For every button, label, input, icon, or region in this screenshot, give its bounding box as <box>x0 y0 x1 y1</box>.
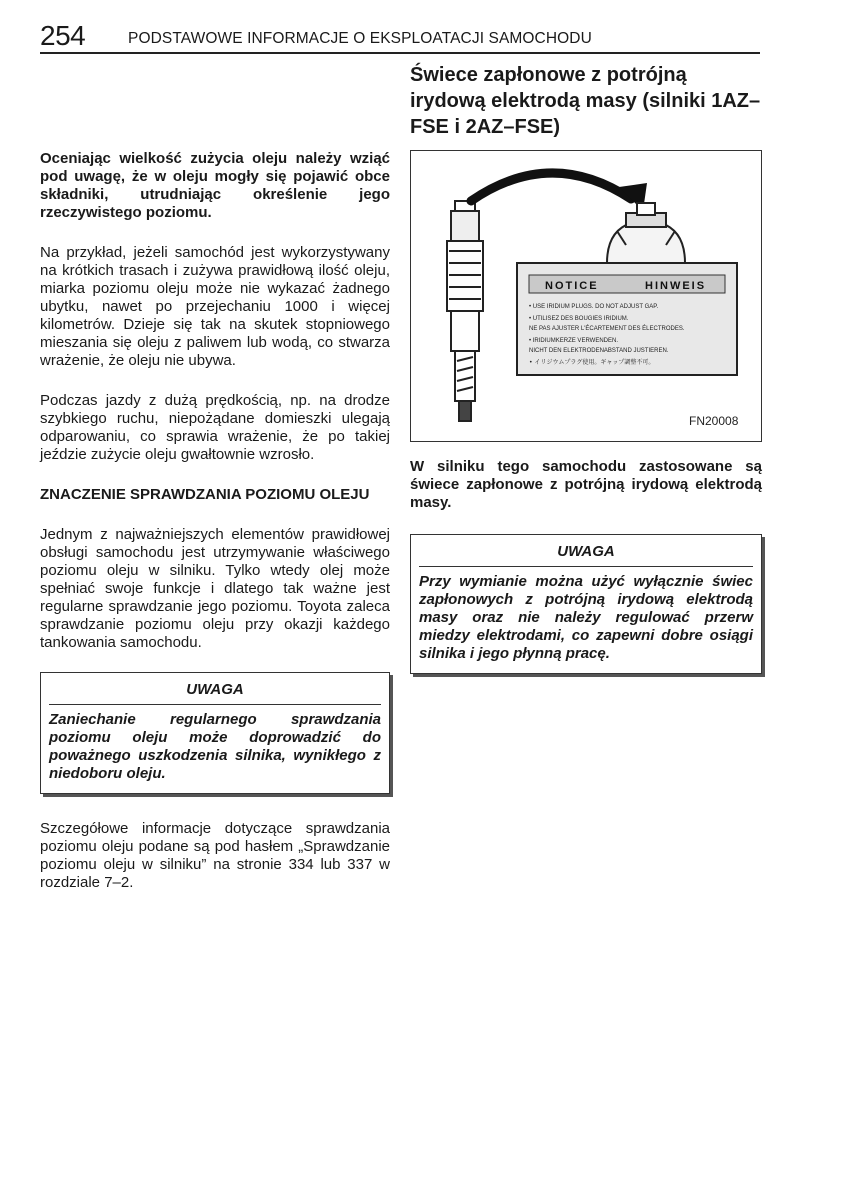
spark-plug-figure <box>410 150 762 442</box>
section-subheading: ZNACZENIE SPRAWDZANIA POZIOMU OLEJU <box>40 486 370 503</box>
page-number: 254 <box>40 20 86 51</box>
electrode-closeup <box>607 203 685 263</box>
intro-paragraph: Oceniając wielkość zużycia oleju należy wziąć pod uwagę, że w oleju mogły się pojawić obce składniki, utrudniając określenie jego rzeczywistego poziomu. <box>40 150 390 221</box>
figure-code: FN20008 <box>689 414 739 428</box>
paragraph-reference: Szczegółowe informacje dotyczące sprawdzania poziomu oleju podane są pod hasłem „Sprawdzanie poziomu oleju w silniku” na stronie 334 lub 337 w rozdziale 7–2. <box>40 820 390 891</box>
caution-box-spark-plugs <box>410 534 762 674</box>
caution-title-right: UWAGA <box>419 543 753 567</box>
spark-plug-illustration <box>411 151 761 441</box>
label-line-4: • IRIDIUMKERZE VERWENDEN. <box>529 338 618 344</box>
spark-plug-drawing <box>447 201 483 421</box>
right-column <box>410 62 762 674</box>
label-line-5: NICHT DEN ELEKTRODENABSTAND JUSTIEREN. <box>529 348 669 354</box>
label-line-1: • USE IRIDIUM PLUGS. DO NOT ADJUST GAP. <box>529 304 659 310</box>
paragraph-importance: Jednym z najważniejszych elementów prawidłowej obsługi samochodu jest utrzymywanie właściwego poziomu oleju w silniku. Tylko wtedy olej może spełniać swoje funkcje i dlatego tak ważne jest regularne sprawdzanie jego poziomu. Toyota zaleca sprawdzanie poziomu oleju przy okazji każdego tankowania samochodu. <box>40 526 390 651</box>
label-line-3: NE PAS AJUSTER L'ÉCARTEMENT DES ÉLECTRODES. <box>529 326 685 332</box>
paragraph-high-speed: Podczas jazdy z dużą prędkością, np. na drodze szybkiego ruchu, niepożądane domieszki ulegają odparowaniu, co sprawia wrażenie, że po takiej jeździe zużycie oleju gwałtownie wzrosło. <box>40 392 390 463</box>
left-column <box>40 150 390 892</box>
caution-box-oil <box>40 672 390 794</box>
section-heading-spark-plugs: Świece zapłonowe z potrójną irydową elektrodą masy (silniki 1AZ–FSE i 2AZ–FSE) <box>410 64 761 138</box>
notice-label <box>517 263 737 375</box>
page-header <box>40 20 760 54</box>
label-line-6: • イリジウムプラグ使用。ギャップ調整不可。 <box>529 359 655 366</box>
caution-text: Zaniechanie regularnego sprawdzania poziomu oleju może doprowadzić do poważnego uszkodzenia silnika, wynikłego z niedoboru oleju. <box>49 711 381 782</box>
header-title: PODSTAWOWE INFORMACJE O EKSPLOATACJI SAMOCHODU <box>128 30 592 47</box>
figure-caption: W silniku tego samochodu zastosowane są świece zapłonowe z potrójną irydową elektrodą masy. <box>410 458 762 511</box>
caution-title: UWAGA <box>49 681 381 705</box>
paragraph-short-trips: Na przykład, jeżeli samochód jest wykorzystywany na krótkich trasach i zużywa prawidłową ilość oleju, miarka poziomu oleju może nie wykazać żadnego ubytku, nawet po przejechaniu 1000 i więcej kilometrów. Dzieje się tak na skutek stopniowego mieszania się oleju z paliwem lub wodą, co stwarza wrażenie, że oleju nie ubywa. <box>40 244 390 369</box>
curved-arrow <box>471 173 647 211</box>
caution-text-right: Przy wymianie można użyć wyłącznie świec zapłonowych z potrójną irydową elektrodą masy oraz nie należy regulować przerw miedzy elektrodami, co zapewni dobre osiągi silnika i jego płynną pracę. <box>419 573 753 662</box>
label-notice: NOTICE <box>545 280 599 292</box>
label-line-2: • UTILISEZ DES BOUGIES IRIDIUM. <box>529 316 629 322</box>
label-hinweis: HINWEIS <box>645 280 707 292</box>
